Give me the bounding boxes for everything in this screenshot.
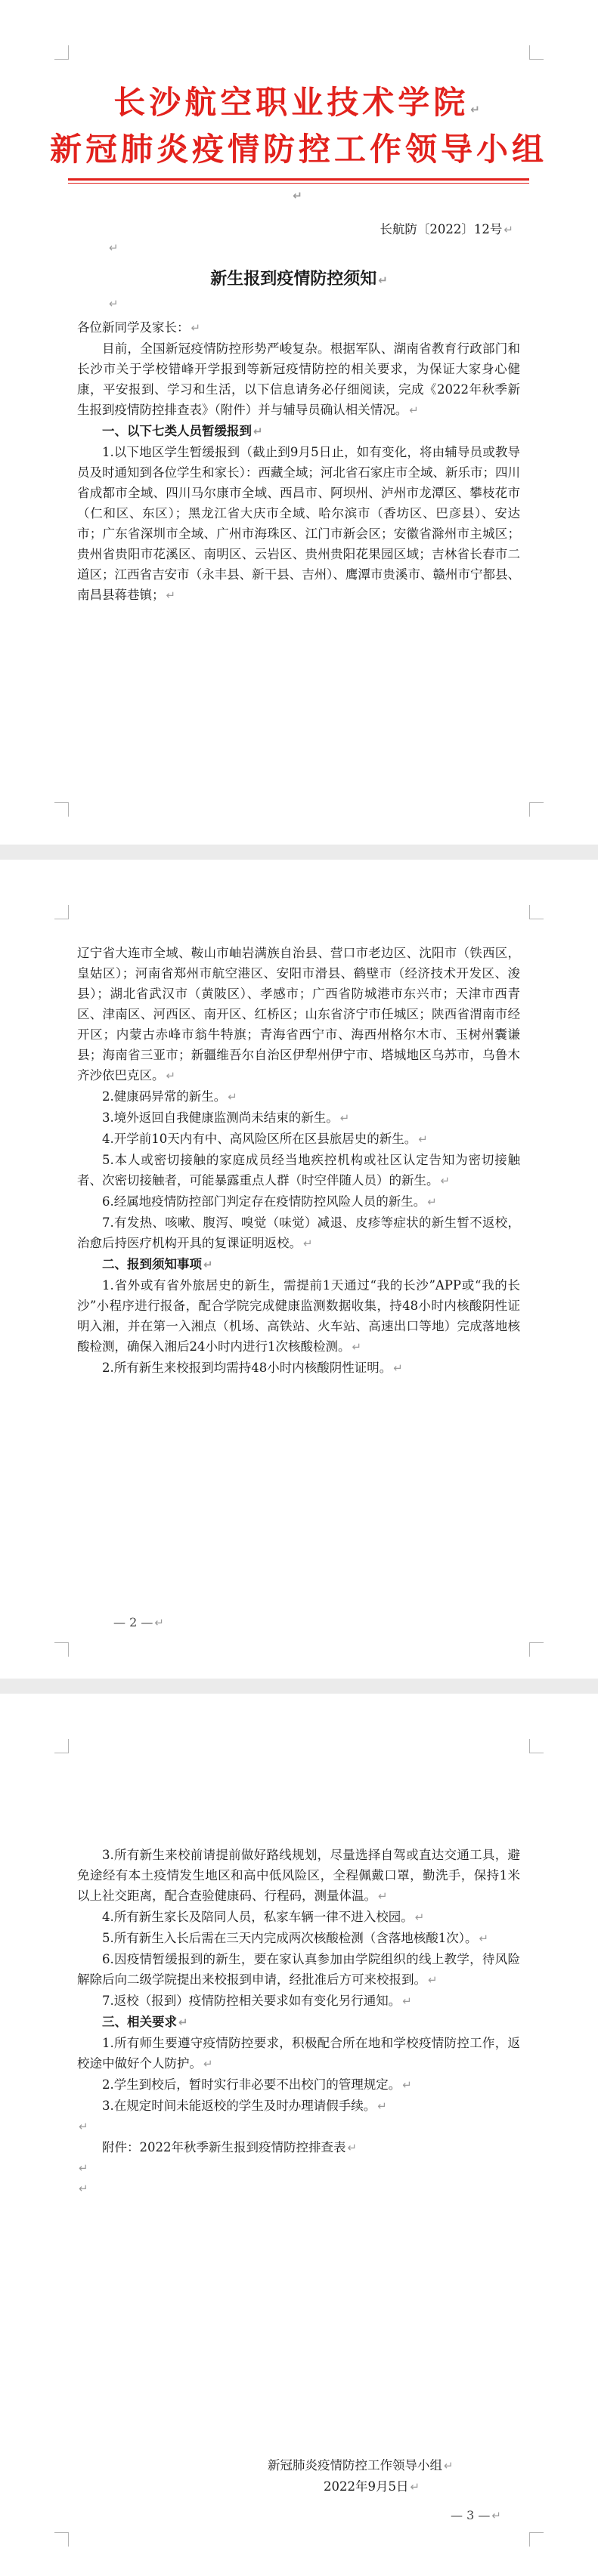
header-red-rule-thin: [68, 183, 529, 184]
margin-corner-mark: [54, 45, 69, 60]
s2-item-1-paragraph: 1.省外或有省外旅居史的新生，需提前1天通过“我的长沙”APP或“我的长沙”小程序进行报备，配合学院完成健康监测数据收集，持48小时内核酸阴性证明入湘，并在第一入湘点（机场、高铁站、火车站、高速出口等地）完成落地核酸检测，确保入湘后24小时内进行1次核酸检测。 ↵: [77, 1278, 520, 1354]
item-2-paragraph: 2.健康码异常的新生。 ↵: [102, 1089, 237, 1104]
document-number: 长航防〔2022〕12号 ↵: [380, 222, 513, 236]
margin-corner-mark: [54, 2532, 69, 2547]
s2-item-3-paragraph: 3.所有新生来校前请提前做好路线规划，尽量选择自驾或直达交通工具，避免途经有本土疫情发生地区和高中低风险区，全程佩戴口罩，勤洗手，保持1米以上社交距离，配合查验健康码、行程码，测量体温。 ↵: [77, 1848, 520, 1903]
section-2-heading: 二、报到须知事项 ↵: [102, 1257, 213, 1271]
salutation: 各位新同学及家长： ↵: [77, 320, 201, 335]
section-1-heading: 一、以下七类人员暂缓报到 ↵: [102, 424, 263, 438]
s2-item-5-paragraph: 5.所有新生入长后需在三天内完成两次核酸检测（含落地核酸1次）。 ↵: [102, 1931, 489, 1945]
s3-item-2-paragraph: 2.学生到校后，暂时实行非必要不出校门的管理规定。 ↵: [102, 2077, 412, 2092]
item-3-paragraph: 3.境外返回自我健康监测尚未结束的新生。 ↵: [102, 1110, 350, 1125]
margin-corner-mark: [529, 2532, 544, 2547]
s2-item-4-paragraph: 4.所有新生家长及陪同人员，私家车辆一律不进入校园。 ↵: [102, 1910, 425, 1924]
s2-item-2-paragraph: 2.所有新生来校报到均需持48小时内核酸阴性证明。 ↵: [102, 1361, 403, 1375]
document-page-2: [0, 860, 598, 1679]
page3-body: [77, 1845, 520, 2199]
page-number: — 2 — ↵: [113, 1615, 164, 1629]
header-leading-group: 新冠肺炎疫情防控工作领导小组↵: [49, 131, 547, 202]
signature-date: 2022年9月5日 ↵: [324, 2479, 420, 2494]
section-3-heading: 三、相关要求 ↵: [102, 2015, 188, 2029]
intro-paragraph: 目前，全国新冠疫情防控形势严峻复杂。根据军队、湖南省教育行政部门和长沙市关于学校错峰开学报到等新冠疫情防控的相关要求，为保证大家身心健康，平安报到、学习和生活，以下信息请务必仔细阅读，完成《2022年秋季新生报到疫情防控排查表》（附件）并与辅导员确认相关情况。 ↵: [77, 341, 520, 417]
paragraph-mark: ↵: [109, 241, 119, 255]
paragraph-mark: ↵: [109, 297, 119, 310]
document-title: 新生报到疫情防控须知 ↵: [210, 269, 388, 289]
page1-body: [77, 317, 520, 606]
margin-corner-mark: [54, 802, 69, 817]
item-1-paragraph: 1.以下地区学生暂缓报到（截止到9月5日止，如有变化，将由辅导员或教导员及时通知到各位学生和家长）：西藏全域；河北省石家庄市全域、新乐市；四川省成都市全域、四川马尔康市全域、西昌市、阿坝州、泸州市龙潭区、攀枝花市（仁和区、东区）；黑龙江省大庆市全域、哈尔滨市（香坊区、巴彦县）、安达市；广东省深圳市全域、广州市海珠区、江门市新会区；安徽省滁州市主城区；贵州省贵阳市花溪区、南明区、云岩区、贵州贵阳花果园区域；吉林省长春市二道区；江西省吉安市（永丰县、新干县、吉州）、鹰潭市贵溪市、赣州市宁都县、南昌县蒋巷镇； ↵: [77, 445, 520, 602]
paragraph-mark: ↵: [79, 2182, 88, 2195]
item-7-paragraph: 7.有发热、咳嗽、腹泻、嗅觉（味觉）减退、皮疹等症状的新生暂不返校，治愈后持医疗机构开具的复课证明返校。 ↵: [77, 1215, 520, 1250]
item-4-paragraph: 4.开学前10天内有中、高风险区所在区县旅居史的新生。 ↵: [102, 1132, 428, 1146]
item-1-continuation: 辽宁省大连市全域、鞍山市岫岩满族自治县、营口市老边区、沈阳市（铁西区，皇姑区）；河南省郑州市航空港区、安阳市滑县、鹤壁市（经济技术开发区、浚县）；湖北省武汉市（黄陂区）、孝感市；广西省防城港市东兴市；天津市西青区、津南区、河西区、南开区、红桥区；山东省济宁市任城区；陕西省渭南市经开区；内蒙古赤峰市翁牛特旗；青海省西宁市、海西州格尔木市、玉树州囊谦县；海南省三亚市；新疆维吾尔自治区伊犁州伊宁市、塔城地区乌苏市，乌鲁木齐沙依巴克区。 ↵: [77, 946, 520, 1083]
page-number: — 3 — ↵: [451, 2508, 501, 2522]
page2-body: [77, 943, 520, 1379]
header-institution: 长沙航空职业技术学院 ↵: [113, 84, 484, 121]
paragraph-mark: ↵: [79, 2161, 88, 2175]
s2-item-6-paragraph: 6.因疫情暂缓报到的新生，要在家认真参加由学院组织的线上教学，待风险解除后向二级学院提出来校报到申请，经批准后方可来校报到。 ↵: [77, 1952, 520, 1987]
s3-item-1-paragraph: 1.所有师生要遵守疫情防控要求，积极配合所在地和学校疫情防控工作，返校途中做好个人防护。 ↵: [77, 2036, 520, 2071]
signature-line: 新冠肺炎疫情防控工作领导小组 ↵: [268, 2458, 454, 2473]
document-page-3: [0, 1694, 598, 2576]
margin-corner-mark: [529, 905, 544, 919]
item-6-paragraph: 6.经属地疫情防控部门判定存在疫情防控风险人员的新生。 ↵: [102, 1194, 437, 1209]
margin-corner-mark: [529, 802, 544, 817]
attachment-line: 附件：2022年秋季新生报到疫情防控排查表 ↵: [102, 2140, 358, 2154]
s3-item-3-paragraph: 3.在规定时间未能返校的学生及时办理请假手续。 ↵: [102, 2099, 387, 2113]
margin-corner-mark: [529, 45, 544, 60]
header-red-rule: [68, 178, 529, 181]
margin-corner-mark: [54, 1739, 69, 1753]
s2-item-7-paragraph: 7.返校（报到）疫情防控相关要求如有变化另行通知。 ↵: [102, 1994, 412, 2008]
document-page-1: [0, 0, 598, 845]
margin-corner-mark: [529, 1642, 544, 1657]
margin-corner-mark: [54, 905, 69, 919]
item-5-paragraph: 5.本人或密切接触的家庭成员经当地疾控机构或社区认定告知为密切接触者、次密切接触者，可能暴露重点人群（时空伴随人员）的新生。 ↵: [77, 1153, 520, 1188]
paragraph-mark: ↵: [79, 2120, 88, 2133]
margin-corner-mark: [529, 1739, 544, 1753]
margin-corner-mark: [54, 1642, 69, 1657]
